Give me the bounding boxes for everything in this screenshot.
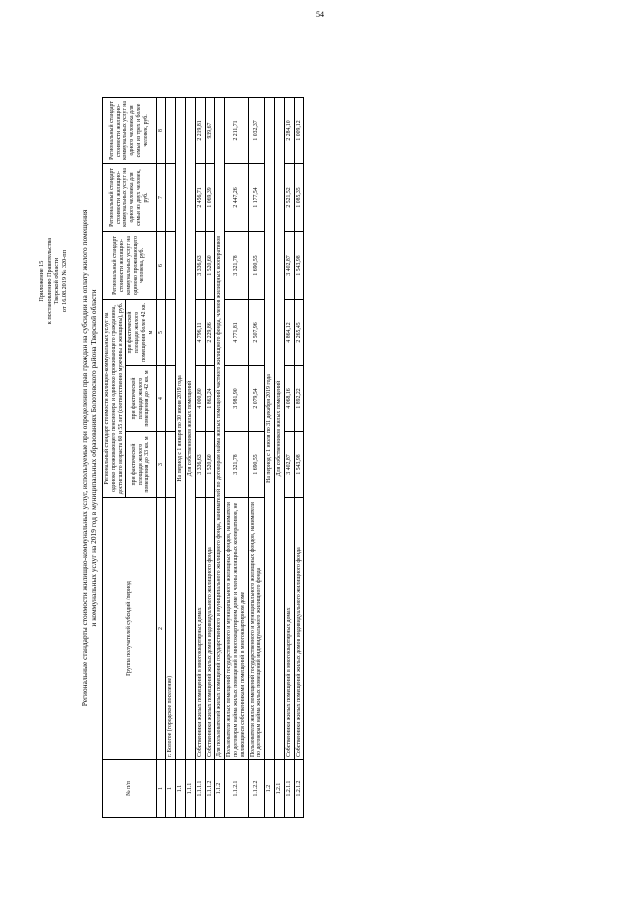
header-row <box>103 98 126 818</box>
row-number: 1.2.1 <box>274 760 284 818</box>
value-cell: 2 284,10 <box>284 98 294 164</box>
rotated-page <box>20 28 620 888</box>
value-cell: 2 456,71 <box>195 164 205 232</box>
table-row <box>176 98 186 818</box>
value-cell: 1 543,98 <box>294 432 304 498</box>
title-line: Региональные стандарты стоимости жилищно-коммунальных услуг, используемые при определении прав граждан на субсидии на оплату жилого помещения <box>80 209 89 707</box>
appendix-line: Тверской области <box>53 257 61 305</box>
row-number: 1.1.2 <box>215 760 225 818</box>
appendix-line: Приложение 15 <box>38 260 45 302</box>
value-cell: 3 402,87 <box>284 432 294 498</box>
appendix-line: к постановлению Правительства <box>45 238 53 325</box>
header-area-more-42: при фактической площади жилого помещения более 42 кв. м <box>126 300 156 366</box>
table-row <box>274 98 284 818</box>
value-cell: 4 796,11 <box>195 300 205 366</box>
table-row <box>215 98 225 818</box>
header-single-person: Региональный стандарт стоимости жилищно-коммунальных услуг на одиноко проживающего человека, руб. <box>103 232 157 300</box>
value-cell: 3 336,63 <box>195 432 205 498</box>
value-cell: 1 069,39 <box>205 164 215 232</box>
title-line: и коммунальных услуг на 2019 год в муниципальных образованиях Болотовского района Тверской области <box>89 289 99 627</box>
column-number: 6 <box>156 232 166 300</box>
value-cell: 1 085,35 <box>294 164 304 232</box>
row-label: г. Бологое (городское поселение) <box>166 498 176 760</box>
period-label: На период с 1 июля по 31 декабря 2019 года <box>265 98 275 760</box>
column-number: 1 <box>156 760 166 818</box>
row-number: 1.1.1.1 <box>195 760 205 818</box>
row-label: Собственники жилых помещений жилых домов индивидуального жилищного фонда <box>294 498 304 760</box>
table-row <box>294 98 304 818</box>
header-family-two: Региональный стандарт стоимости жилищно-коммунальных услуг на одного человека для семьи из двух человек, руб. <box>103 164 157 232</box>
group-label: Для пользователей жилых помещений государственного и муниципального жилищного фонда, нанимателей по договорам найма жилых помещений частного жилищного фонда, членов жилищных кооперативов <box>215 98 225 760</box>
value-cell: 4 771,81 <box>225 300 248 366</box>
row-number: 1.1.1 <box>185 760 195 818</box>
row-number: 1.1.2.1 <box>225 760 248 818</box>
column-number: 7 <box>156 164 166 232</box>
value-cell: 3 321,78 <box>225 232 248 300</box>
period-label: На период с 1 января по 30 июня 2019 года <box>176 98 186 760</box>
row-number: 1.1.1.2 <box>205 760 215 818</box>
value-cell: 2 219,81 <box>195 98 205 164</box>
appendix-block <box>38 238 68 324</box>
value-cell: 1 863,24 <box>205 366 215 432</box>
header-family-three: Региональный стандарт стоимости жилищно-коммунальных услуг на одного человека для семьи из трех и более человек, руб. <box>103 98 157 164</box>
value-cell: 1 520,60 <box>205 232 215 300</box>
row-number: 1.2 <box>265 760 275 818</box>
value-cell: 2 079,54 <box>248 366 265 432</box>
value-cell: 2 229,86 <box>205 300 215 366</box>
table-row <box>225 98 248 818</box>
value-cell: 1 032,37 <box>248 98 265 164</box>
header-area-42: при фактической площади жилого помещения до 42 кв. м <box>126 366 156 432</box>
table-row <box>284 98 294 818</box>
value-cell: 939,67 <box>205 98 215 164</box>
row-label: Собственники жилых помещений в многоквартирных домах <box>195 498 205 760</box>
row-label: Пользователи жилых помещений государственного и муниципального жилищных фондов, наниматели по договорам найма жилых помещений в многоквартирном доме и члены жилищных кооперативов, не являющиеся собственниками помещений в многоквартирном доме <box>225 498 248 760</box>
value-cell: 2 507,96 <box>248 300 265 366</box>
value-cell: 3 981,90 <box>225 366 248 432</box>
header-num: № п/п <box>103 760 157 818</box>
value-cell: 1 009,12 <box>294 98 304 164</box>
column-number: 4 <box>156 366 166 432</box>
value-cell: 1 690,55 <box>248 232 265 300</box>
row-number: 1.2.1.1 <box>284 760 294 818</box>
group-label: Для собственников жилых помещений <box>274 98 284 760</box>
header-group: Группа получателей субсидий /период <box>103 498 157 760</box>
row-number: 1.1 <box>176 760 186 818</box>
standards-table <box>102 97 304 818</box>
value-cell: 3 402,87 <box>284 232 294 300</box>
column-number: 2 <box>156 498 166 760</box>
value-cell: 1 543,98 <box>294 232 304 300</box>
document-title <box>80 98 98 818</box>
value-cell: 2 211,71 <box>225 98 248 164</box>
row-label: Пользователи жилых помещений государственного и муниципального жилищных фондов, наниматели по договорам найма жилых помещений индивидуального жилищного фонда <box>248 498 265 760</box>
appendix-line: от 16.08.2019 № 320-пп <box>60 250 68 313</box>
value-cell: 3 336,63 <box>195 232 205 300</box>
value-cell: 1 892,22 <box>294 366 304 432</box>
column-number: 8 <box>156 98 166 164</box>
header-area-33: при фактической площади жилого помещения до 33 кв. м <box>126 432 156 498</box>
header-single-pensioner: Региональный стандарт стоимости жилищно-коммунальных услуг на одиноко проживающего пенсионера и одиноко проживающего гражданина, достигшего возраста 60 и 55 лет (соответственно мужчины и женщины), руб. <box>103 300 126 498</box>
value-cell: 4 000,80 <box>195 366 205 432</box>
row-number: 1 <box>166 760 176 818</box>
value-cell: 2 447,26 <box>225 164 248 232</box>
table-row <box>205 98 215 818</box>
row-number: 1.1.2.2 <box>248 760 265 818</box>
value-cell: 4 068,16 <box>284 366 294 432</box>
column-number: 3 <box>156 432 166 498</box>
row-number: 1.2.1.2 <box>294 760 304 818</box>
value-cell: 1 520,60 <box>205 432 215 498</box>
value-cell: 1 690,55 <box>248 432 265 498</box>
group-label: Для собственников жилых помещений <box>185 98 195 760</box>
table-row <box>265 98 275 818</box>
column-number: 5 <box>156 300 166 366</box>
table-row <box>248 98 265 818</box>
row-label: Собственники жилых помещений в многоквартирных домах <box>284 498 294 760</box>
value-cell: 3 321,78 <box>225 432 248 498</box>
table-row <box>185 98 195 818</box>
page-number: 54 <box>316 10 324 19</box>
column-numbers-row <box>156 98 166 818</box>
row-label: Собственники жилых помещений жилых домов индивидуального жилищного фонда <box>205 498 215 760</box>
value-cell: 2 265,45 <box>294 300 304 366</box>
table-row <box>195 98 205 818</box>
value-cell: 2 521,52 <box>284 164 294 232</box>
value-cell: 4 864,12 <box>284 300 294 366</box>
value-cell: 1 177,54 <box>248 164 265 232</box>
table-row <box>166 98 176 818</box>
